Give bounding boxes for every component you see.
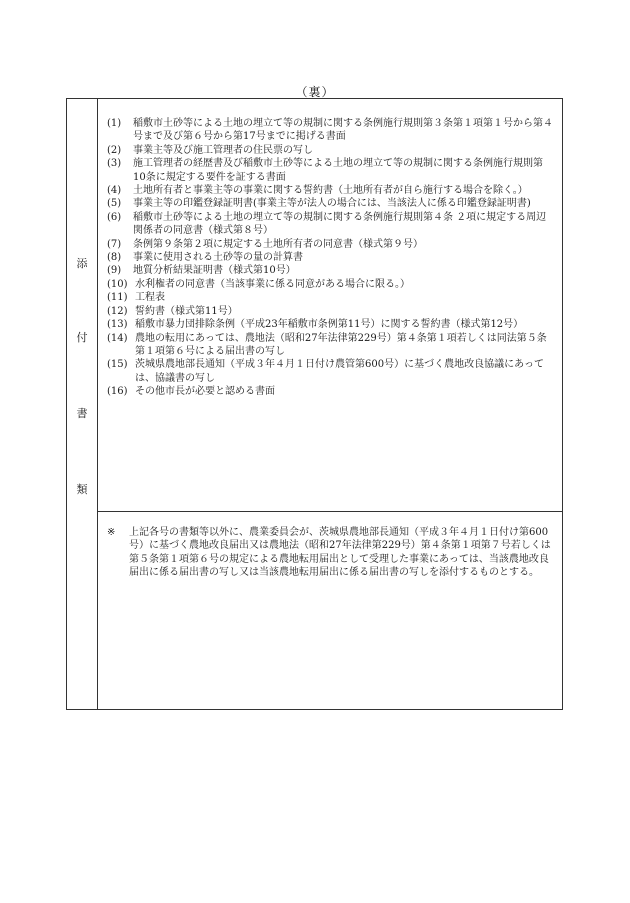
- list-item: [107, 358, 555, 385]
- item-number: (5): [107, 198, 122, 210]
- item-text: 稲敷市土砂等による土地の埋立て等の規制に関する条例施行規則第３条第１項第１号から第４号まで及び第６号から第17号までに掲げる書面: [133, 118, 553, 143]
- item-text: 稲敷市暴力団排除条例（平成23年稲敷市条例第11号）に関する誓約書（様式第12号）: [135, 319, 524, 331]
- list-item: [107, 318, 555, 331]
- item-text: 土地所有者と事業主等の事業に関する誓約書（土地所有者が自ら施行する場合を除く。）: [133, 185, 528, 197]
- label-char-3: 書: [76, 407, 88, 420]
- item-number: (7): [107, 238, 122, 250]
- item-number: (11): [107, 292, 128, 304]
- item-text: 条例第９条第２項に規定する土地所有者の同意書（様式第９号）: [133, 238, 423, 250]
- label-char-2: 付: [76, 331, 88, 344]
- item-number: (9): [107, 265, 122, 277]
- list-item: [107, 144, 555, 157]
- item-text: 茨城県農地部長通知（平成３年４月１日付け農管第600号）に基づく農地改良協議にあっては、協議書の写し: [135, 359, 544, 384]
- item-number: (15): [107, 359, 128, 371]
- item-number: (8): [107, 252, 122, 264]
- note-text: 上記各号の書類等以外に、農業委員会が、茨城県農地部長通知（平成３年４月１日付け第600号）に基づく農地改良届出又は農地法（昭和27年法律第229号）第４条第１項第７号若しくは第５条第１項第６号の規定による農地転用届出として受理した事業にあっては、当該農地改良届出に係る届出書の写し又は当該農地転用届出に係る届出書の写しを添付するものとする。: [129, 527, 551, 579]
- attachment-label-column: [67, 99, 98, 511]
- label-char-1: 添: [76, 257, 88, 270]
- item-number: (13): [107, 319, 128, 331]
- list-item: [107, 305, 555, 318]
- item-text: 事業主等及び施工管理者の住民票の写し: [133, 144, 313, 156]
- list-item: [107, 332, 555, 359]
- page-title: （裏）: [295, 85, 335, 99]
- item-text: 工程表: [135, 292, 165, 304]
- item-text: 施工管理者の経歴書及び稲敷市土砂等による土地の埋立て等の規制に関する条例施行規則第10条に規定する要件を証する書面: [133, 158, 543, 183]
- item-number: (10): [107, 278, 128, 290]
- list-item: [107, 264, 555, 277]
- supplementary-note: [107, 526, 555, 580]
- item-number: (1): [107, 118, 122, 129]
- attachment-list: [107, 117, 555, 399]
- note-label-column: [67, 511, 98, 709]
- item-number: (12): [107, 305, 128, 317]
- item-text: その他市長が必要と認める書面: [135, 386, 275, 398]
- label-char-4: 類: [76, 483, 88, 496]
- list-item: [107, 278, 555, 291]
- item-text: 事業主等の印鑑登録証明書(事業主等が法人の場合には、当該法人に係る印鑑登録証明書): [133, 198, 531, 210]
- item-text: 水利権者の同意書（当該事業に係る同意がある場合に限る。）: [135, 278, 410, 290]
- item-number: (14): [107, 332, 128, 344]
- item-text: 稲敷市土砂等による土地の埋立て等の規制に関する条例施行規則第４条 ２項に規定する周辺関係者の同意書（様式第８号）: [133, 211, 547, 237]
- list-item: [107, 117, 555, 144]
- list-item: [107, 184, 555, 197]
- list-item: [107, 385, 555, 398]
- note-mark: ※: [107, 527, 116, 538]
- list-item: [107, 291, 555, 304]
- item-number: (6): [107, 211, 122, 223]
- item-number: (16): [107, 386, 128, 398]
- list-item: [107, 211, 555, 238]
- item-number: (4): [107, 185, 122, 197]
- item-text: 地質分析結果証明書（様式第10号）: [133, 265, 296, 277]
- list-item: [107, 197, 555, 210]
- list-item: [107, 251, 555, 264]
- item-text: 農地の転用にあっては、農地法（昭和27年法律第229号）第４条第１項若しくは同法第５条第１項第６号による届出書の写し: [135, 332, 547, 357]
- list-item: [107, 238, 555, 251]
- item-text: 誓約書（様式第11号）: [135, 305, 238, 317]
- item-number: (3): [107, 158, 122, 170]
- attachment-table: [66, 98, 563, 710]
- item-number: (2): [107, 144, 122, 156]
- list-item: [107, 157, 555, 184]
- section-divider: [98, 511, 562, 512]
- item-text: 事業に使用される土砂等の量の計算書: [133, 252, 303, 264]
